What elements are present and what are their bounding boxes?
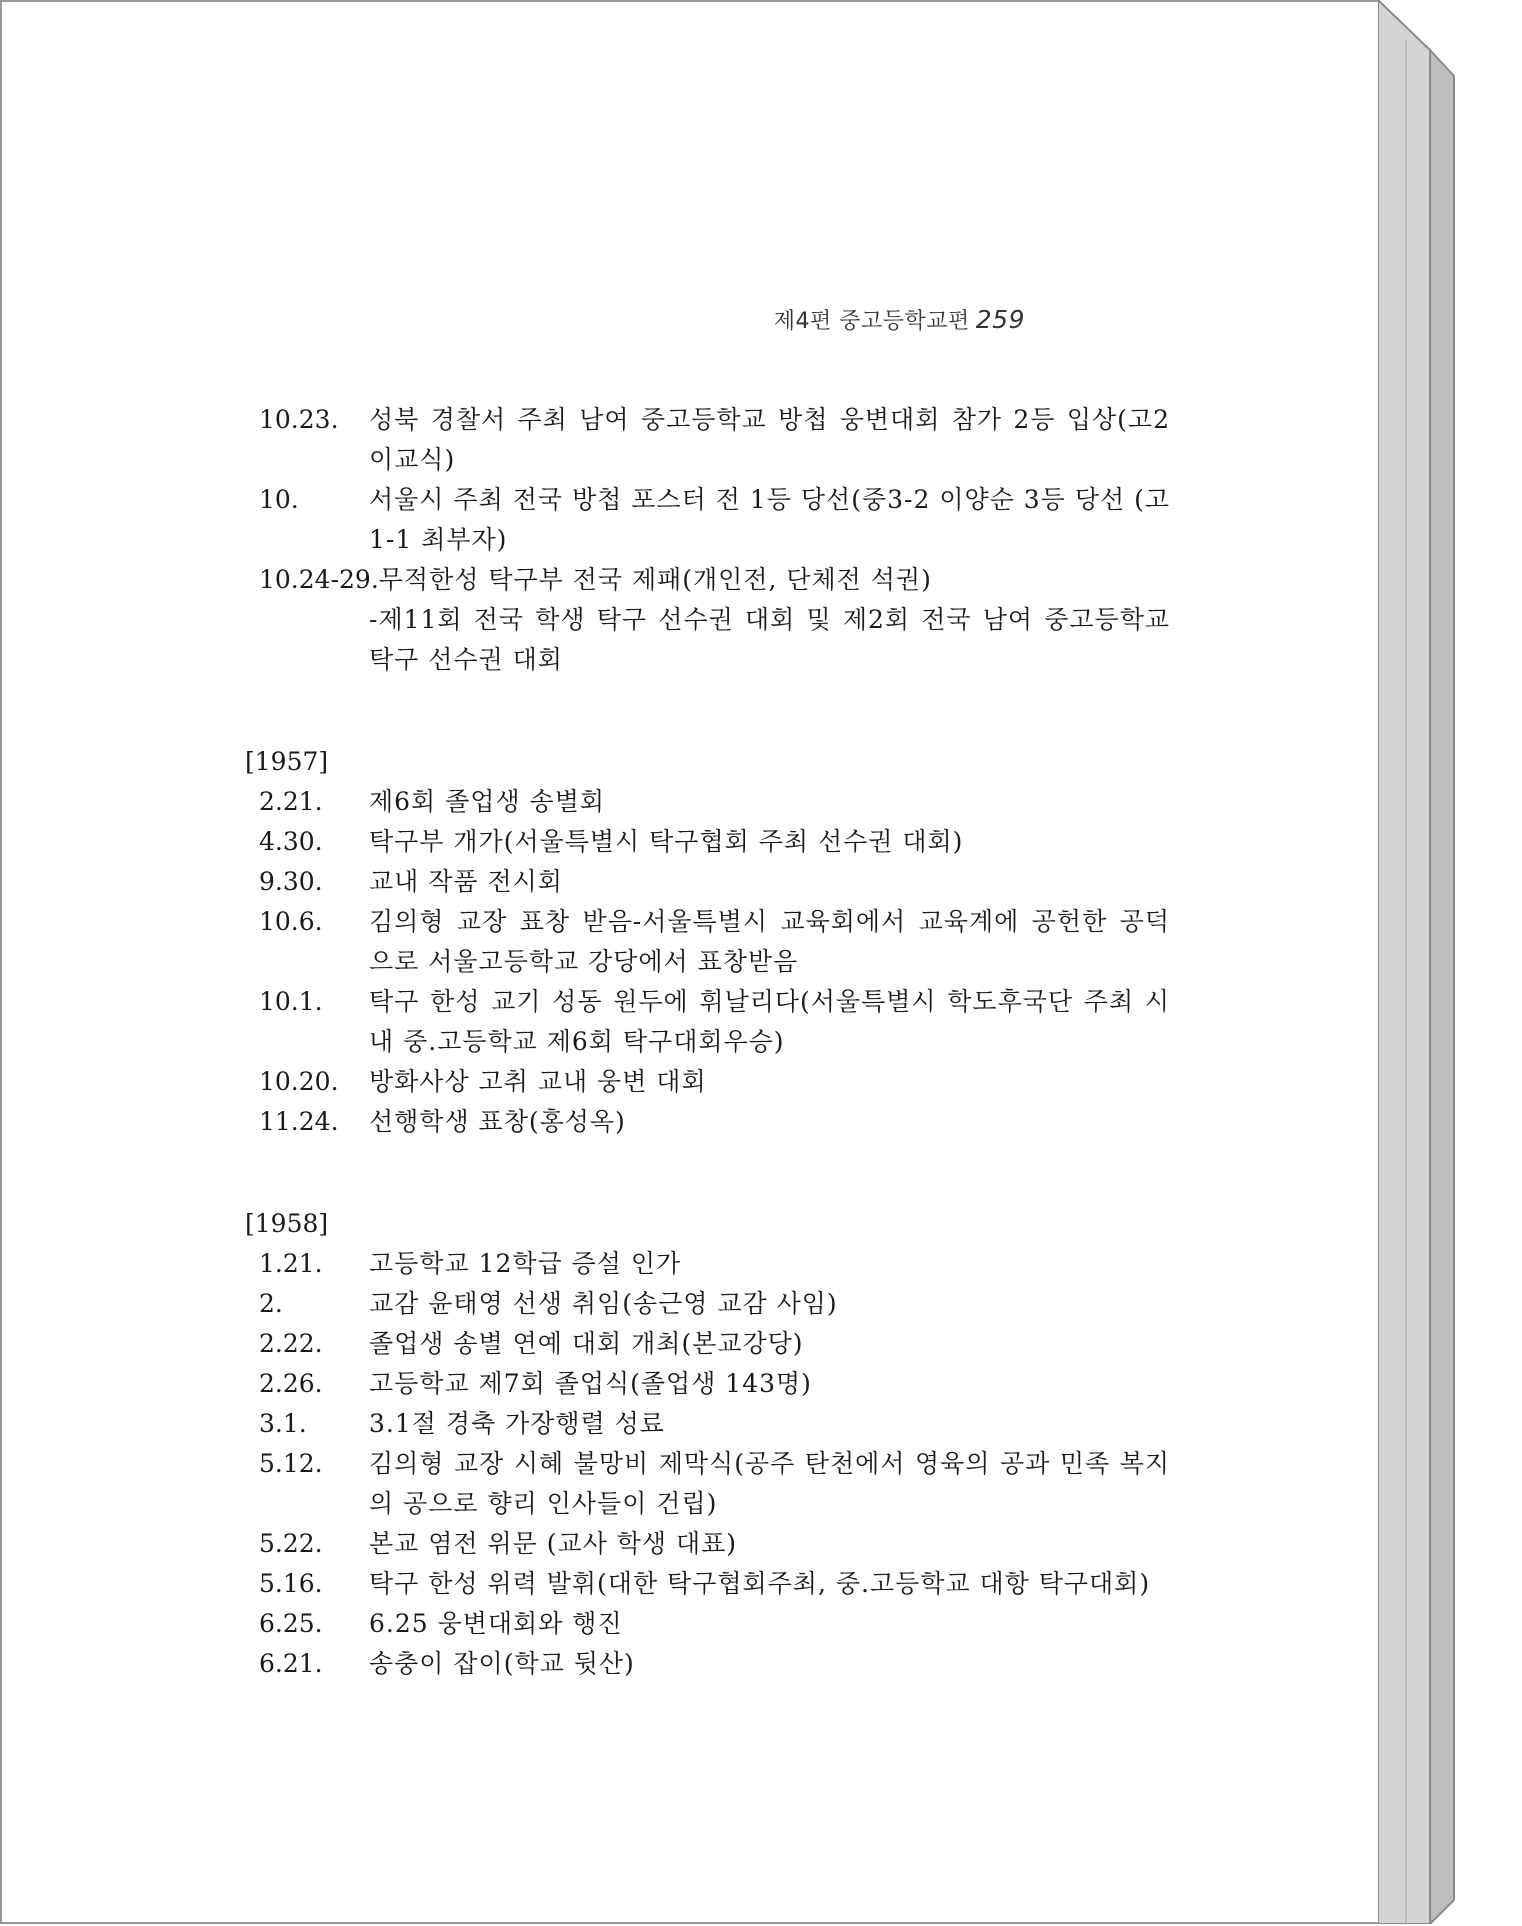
entry-text: 방화사상 고취 교내 웅변 대회 [369, 1067, 707, 1096]
entry-text: 서울시 주최 전국 방첩 포스터 전 1등 당선(중3-2 이양순 3등 당선 (고1-1 최부자) [369, 485, 1170, 554]
entry-date: 10.1. [259, 987, 323, 1016]
entry-text: 교감 윤태영 선생 취임(송근영 교감 사임) [369, 1289, 838, 1318]
entry-text: 교내 작품 전시회 [369, 867, 563, 896]
list-item [245, 1644, 1170, 1684]
list-item [245, 1404, 1170, 1444]
entry-date: 1.21. [259, 1249, 323, 1278]
entry-text: 송충이 잡이(학교 뒷산) [369, 1649, 635, 1678]
chronology [245, 400, 1170, 1684]
entry-date: 2.22. [259, 1329, 323, 1358]
entry-date: 4.30. [259, 827, 323, 856]
entry-text: 6.25 웅변대회와 행진 [369, 1609, 623, 1638]
year-heading: [1958] [245, 1209, 329, 1238]
list-item [245, 400, 1170, 480]
list-item [245, 902, 1170, 982]
list-item [245, 1564, 1170, 1604]
page-edges-graphic [1378, 0, 1456, 1924]
list-item [245, 480, 1170, 560]
entry-text: 김의형 교장 표창 받음-서울특별시 교육회에서 교육계에 공헌한 공덕으로 서울고등학교 강당에서 표창받음 [369, 907, 1170, 976]
entry-date: 10.6. [259, 907, 323, 936]
list-item [245, 600, 1170, 680]
entry-text: 선행학생 표창(홍성옥) [369, 1107, 626, 1136]
section-1958 [245, 1204, 1170, 1684]
header-title: 제4편 중고등학교편 [773, 309, 970, 334]
entry-text: 본교 염전 위문 (교사 학생 대표) [369, 1529, 738, 1558]
list-item [245, 1604, 1170, 1644]
entry-date: 2. [259, 1289, 283, 1318]
entry-text: 성북 경찰서 주최 남여 중고등학교 방첩 웅변대회 참가 2등 입상(고2 이교식) [369, 405, 1170, 474]
entry-date: 6.25. [259, 1609, 323, 1638]
section-1957 [245, 742, 1170, 1142]
list-item [245, 1444, 1170, 1524]
running-header [774, 304, 1025, 335]
entry-text: 고등학교 제7회 졸업식(졸업생 143명) [369, 1369, 812, 1398]
entry-text: 3.1절 경축 가장행렬 성료 [369, 1409, 665, 1438]
entry-date: 11.24. [259, 1107, 339, 1136]
entry-date: 10.24-29. [259, 565, 379, 594]
section-gap [245, 1142, 1170, 1204]
entry-date: 9.30. [259, 867, 323, 896]
list-item [245, 1524, 1170, 1564]
entry-text: 졸업생 송별 연예 대회 개최(본교강당) [369, 1329, 804, 1358]
entry-date: 5.12. [259, 1449, 323, 1478]
entry-date: 5.22. [259, 1529, 323, 1558]
entry-text: 고등학교 12학급 증설 인가 [369, 1249, 682, 1278]
entry-date: 6.21. [259, 1649, 323, 1678]
year-heading: [1957] [245, 747, 329, 776]
entry-text: 탁구 한성 교기 성동 원두에 휘날리다(서울특별시 학도후국단 주최 시내 중.고등학교 제6회 탁구대회우승) [369, 987, 1170, 1056]
list-item [245, 1062, 1170, 1102]
section-gap [245, 680, 1170, 742]
entry-date [245, 600, 369, 680]
list-item [245, 1324, 1170, 1364]
entry-date: 2.21. [259, 787, 323, 816]
list-item [245, 560, 1170, 600]
list-item [245, 822, 1170, 862]
page-edges [1378, 0, 1456, 1924]
list-item [245, 982, 1170, 1062]
entry-date: 3.1. [259, 1409, 307, 1438]
entry-date: 5.16. [259, 1569, 323, 1598]
section-continued [245, 400, 1170, 680]
entry-date: 10.20. [259, 1067, 339, 1096]
entry-date: 10. [259, 485, 299, 514]
entry-text: 김의형 교장 시혜 불망비 제막식(공주 탄천에서 영육의 공과 민족 복지의 공으로 향리 인사들이 건립) [369, 1449, 1170, 1518]
list-item [245, 1244, 1170, 1284]
list-item [245, 862, 1170, 902]
page-number: 259 [975, 305, 1025, 334]
list-item [245, 782, 1170, 822]
entry-date: 10.23. [259, 405, 339, 434]
entry-text: 탁구부 개가(서울특별시 탁구협회 주최 선수권 대회) [369, 827, 964, 856]
entry-text: 제6회 졸업생 송별회 [369, 787, 605, 816]
entry-date: 2.26. [259, 1369, 323, 1398]
list-item [245, 1284, 1170, 1324]
list-item [245, 1102, 1170, 1142]
entry-text: 무적한성 탁구부 전국 제패(개인전, 단체전 석권) [378, 565, 932, 594]
list-item [245, 1364, 1170, 1404]
entry-text: -제11회 전국 학생 탁구 선수권 대회 및 제2회 전국 남여 중고등학교 탁구 선수권 대회 [369, 605, 1170, 674]
entry-text: 탁구 한성 위력 발휘(대한 탁구협회주최, 중.고등학교 대항 탁구대회) [369, 1569, 1151, 1598]
